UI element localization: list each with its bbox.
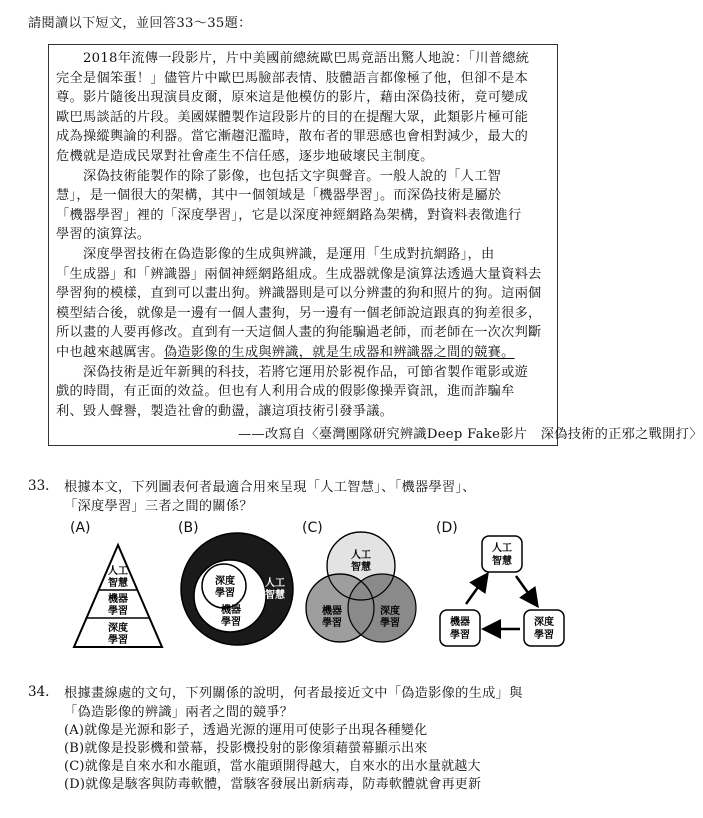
cycle-ml-2: 學習 bbox=[450, 630, 470, 641]
passage-source: ——改寫自〈臺灣團隊研究辨識Deep Fake影片 深偽技術的正邪之戰開打〉 bbox=[238, 427, 703, 442]
passage-line: 利、毀人聲譽，製造社會的動盪，讓這項技術引發爭議。 bbox=[56, 403, 394, 419]
pyramid-ml-2: 學習 bbox=[108, 606, 128, 617]
pyramid-dl-2: 學習 bbox=[108, 635, 128, 646]
underlined-sentence: 偽造影像的生成與辨識，就是生成器和辨識器之間的競賽。 bbox=[163, 345, 515, 360]
q34-option-b[interactable]: (B)就像是投影機和螢幕，投影機投射的影像須藉螢幕顯示出來 bbox=[64, 741, 428, 756]
pyramid-ai-2: 智慧 bbox=[108, 578, 128, 589]
q33-stem-line2: 「深度學習」三者之間的關係？ bbox=[64, 499, 253, 514]
passage-line: 學習的演算法。 bbox=[56, 227, 151, 243]
passage-line: 所以畫的人要再修改。直到有一天這個人畫的狗能騙過老師，而老師在一次次判斷 bbox=[56, 325, 542, 341]
nested-dl-2: 學習 bbox=[215, 588, 235, 599]
venn-ml-2: 學習 bbox=[322, 618, 342, 629]
venn-ai-2: 智慧 bbox=[351, 562, 371, 573]
diagram-d-cycle bbox=[432, 530, 572, 652]
passage-line: 學習狗的模樣，直到可以畫出狗。辨識器則是可以分辨畫的狗和照片的狗。這兩個 bbox=[56, 286, 542, 302]
cycle-dl-2: 學習 bbox=[534, 630, 554, 641]
cycle-ml-1: 機器 bbox=[450, 617, 470, 628]
passage-line: 深偽技術是近年新興的科技，若將它運用於影視作品，可節省製作電影或遊 bbox=[56, 364, 529, 380]
q33-label-b: (B) bbox=[178, 520, 199, 536]
venn-ml-1: 機器 bbox=[322, 606, 342, 617]
nested-ml-2: 學習 bbox=[221, 617, 241, 628]
nested-ml-1: 機器 bbox=[221, 605, 241, 616]
passage-line: 「生成器」和「辨識器」兩個神經網路組成。生成器就像是演算法透過大量資料去 bbox=[56, 266, 542, 282]
passage-line: 2018年流傳一段影片，片中美國前總統歐巴馬竟語出驚人地說：「川普總統 bbox=[56, 51, 530, 66]
q34-number: 34. bbox=[28, 684, 50, 700]
venn-dl-1: 深度 bbox=[380, 606, 400, 617]
cycle-arrow-ai-to-dl bbox=[516, 576, 536, 604]
diagram-c-venn bbox=[300, 528, 422, 652]
passage-line: 尊。影片隨後出現演員皮爾，原來這是他模仿的影片，藉由深偽技術，竟可變成 bbox=[56, 90, 529, 106]
passage-line: 中也越來越厲害。偽造影像的生成與辨識，就是生成器和辨識器之間的競賽。 bbox=[56, 345, 515, 360]
nested-ai-1: 人工 bbox=[265, 578, 285, 589]
passage-line: 完全是個笨蛋！」儘管片中歐巴馬臉部表情、肢體語言都像極了他，但卻不是本 bbox=[56, 70, 529, 86]
passage-line: 深度學習技術在偽造影像的生成與辨識，是運用「生成對抗網路」，由 bbox=[56, 247, 495, 262]
q33-number: 33. bbox=[28, 478, 50, 494]
instruction: 請閱讀以下短文，並回答33～35題： bbox=[28, 16, 252, 31]
venn-ai-1: 人工 bbox=[351, 550, 371, 561]
cycle-dl-1: 深度 bbox=[534, 617, 554, 628]
q33-label-a: (A) bbox=[70, 520, 91, 536]
passage-line: 深偽技術能製作的除了影像，也包括文字與聲音。一般人說的「人工智 bbox=[56, 168, 502, 184]
q33-label-c: (C) bbox=[302, 520, 323, 536]
q34-option-d[interactable]: (D)就像是駭客與防毒軟體，當駭客發展出新病毒，防毒軟體就會再更新 bbox=[64, 777, 482, 792]
q34-option-a[interactable]: (A)就像是光源和影子，透過光源的運用可使影子出現各種變化 bbox=[64, 723, 428, 738]
passage-line: 危機就是造成民眾對社會產生不信任感，逐步地破壞民主制度。 bbox=[56, 149, 434, 164]
passage-line: 模型結合後，就像是一邊有一個人畫狗，另一邊有一個老師說這跟真的狗差很多， bbox=[56, 305, 542, 321]
q34-stem-line1: 根據畫線處的文句，下列關係的說明，何者最接近文中「偽造影像的生成」與 bbox=[64, 686, 523, 701]
q34-option-c[interactable]: (C)就像是自來水和水龍頭，當水龍頭開得越大，自來水的出水量就越大 bbox=[64, 759, 481, 774]
passage-line: 成為操縱輿論的利器。當它漸趨氾濫時，散布者的罪惡感也會相對減少，最大的 bbox=[56, 129, 529, 145]
pyramid-dl-1: 深度 bbox=[108, 623, 128, 634]
pyramid-ml-1: 機器 bbox=[108, 594, 128, 605]
pyramid-ai-1: 人工 bbox=[108, 566, 128, 577]
diagram-b-nested-circles bbox=[176, 528, 298, 650]
diagram-a-pyramid bbox=[70, 535, 166, 653]
cycle-ai-1: 人工 bbox=[492, 543, 512, 554]
q34-stem-line2: 「偽造影像的辨識」兩者之間的競爭？ bbox=[64, 705, 294, 720]
nested-ai-2: 智慧 bbox=[265, 590, 285, 601]
nested-dl-1: 深度 bbox=[215, 576, 235, 587]
q33-label-d: (D) bbox=[436, 520, 458, 536]
passage-line: 戲的時間，有正面的效益。但也有人利用合成的假影像操弄資訊，進而詐騙牟 bbox=[56, 384, 515, 400]
cycle-arrow-ml-to-ai bbox=[466, 576, 486, 604]
passage-line: 歐巴馬談話的片段。美國媒體製作這段影片的目的在提醒大眾，此類影片極可能 bbox=[56, 109, 529, 125]
cycle-ai-2: 智慧 bbox=[492, 556, 512, 567]
venn-dl-2: 學習 bbox=[380, 618, 400, 629]
passage-line: 「機器學習」裡的「深度學習」，它是以深度神經網路為架構，對資料表徵進行 bbox=[56, 207, 522, 223]
passage-line: 慧」，是一個很大的架構，其中一個領域是「機器學習」。而深偽技術是屬於 bbox=[56, 188, 502, 204]
q33-stem-line1: 根據本文，下列圖表何者最適合用來呈現「人工智慧」、「機器學習」、 bbox=[64, 480, 476, 495]
